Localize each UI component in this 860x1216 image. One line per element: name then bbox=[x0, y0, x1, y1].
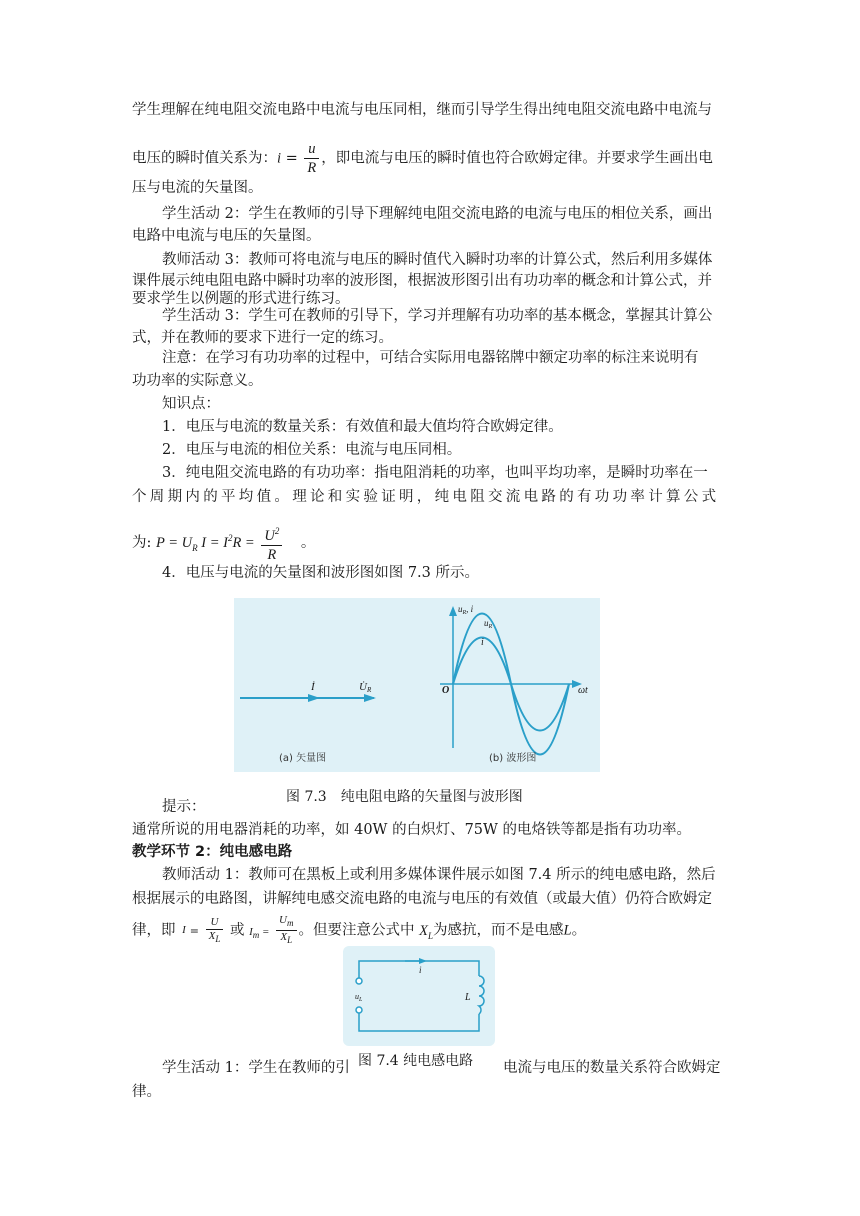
text-line: 学生理解在纯电阻交流电路中电流与电压同相，继而引导学生得出纯电阻交流电路中电流与 bbox=[132, 102, 712, 118]
figure-7-3 bbox=[234, 598, 600, 772]
text-line: 个周期内的平均值。理论和实验证明，纯电阻交流电路的有功功率计算公式 bbox=[132, 489, 720, 505]
current-arrow bbox=[419, 958, 427, 964]
voltage-vector-arrow bbox=[364, 694, 376, 702]
text-line: 根据展示的电路图，讲解纯电感交流电路的电流与电压的有效值（或最大值）仍符合欧姆定 bbox=[132, 891, 712, 907]
i-curve-label: i bbox=[481, 637, 484, 648]
text-line: 律，即 I = $\frac{U}{X_L}$ 或 $I_m$ = $\frac{U_m}{X_L}$ 。但要注意公式中 $X_L$为感抗，而不是电感L。 bbox=[132, 914, 587, 946]
text-line: 式，并在教师的要求下进行一定的练习。 bbox=[132, 330, 393, 346]
fraction-Um-over-XL: $\frac{U_m}{X_L}$ bbox=[276, 914, 296, 947]
terminal-top bbox=[356, 978, 362, 984]
figure-7-4 bbox=[343, 946, 495, 1046]
hint-text: 通常所说的用电器消耗的功率，如 40W 的白炽灯、75W 的电烙铁等都是指有功功率。 bbox=[132, 822, 692, 838]
circuit-bottom-wire bbox=[359, 1013, 479, 1031]
figure-7-3-caption: 图 7.3 纯电阻电路的矢量图与波形图 bbox=[286, 789, 523, 805]
fraction-U2-over-R: $\frac{U^2}{R}$ bbox=[261, 522, 282, 564]
vector-diagram-caption: (a) 矢量图 bbox=[279, 753, 327, 764]
omega-t-label: ωt bbox=[578, 685, 588, 696]
section-label: 知识点： bbox=[162, 396, 220, 412]
section-heading: 教学环节 2：纯电感电路 bbox=[132, 844, 293, 860]
text-line: 电流与电压的数量关系符合欧姆定 bbox=[503, 1060, 721, 1076]
figure-7-3-graphic bbox=[234, 598, 600, 772]
voltage-label: $u_L$ bbox=[355, 992, 363, 1003]
inductor-label: L bbox=[465, 992, 471, 1003]
text-line: 学生活动 2：学生在教师的引导下理解纯电阻交流电路的电流与电压的相位关系，画出 bbox=[162, 206, 713, 222]
list-item: 4．电压与电流的矢量图和波形图如图 7.3 所示。 bbox=[162, 565, 480, 581]
list-item: 2．电压与电流的相位关系：电流与电压同相。 bbox=[162, 442, 462, 458]
vector-I-label: İ bbox=[311, 681, 315, 693]
current-vector-arrow bbox=[308, 694, 320, 702]
text-line: 电压的瞬时值关系为：i = $\frac{u}{R}$ ，即电流与电压的瞬时值也符合欧姆定律。并要求学生画出电 bbox=[132, 141, 713, 176]
text-line: 学生活动 3：学生可在教师的引导下，学习并理解有功功率的基本概念，掌握其计算公 bbox=[162, 308, 713, 324]
text-line: 为: $P = U_R$ $I = I^2R$ = $\frac{U^2}{R}$ 。 bbox=[132, 522, 728, 564]
fraction-U-over-XL: I bbox=[182, 924, 186, 937]
text-line: 功功率的实际意义。 bbox=[132, 373, 263, 389]
waveform-caption: (b) 波形图 bbox=[489, 753, 537, 764]
list-item: 3．纯电阻交流电路的有功功率：指电阻消耗的功率，也叫平均功率，是瞬时功率在一 bbox=[162, 465, 708, 481]
text-line: 压与电流的矢量图。 bbox=[132, 180, 263, 196]
inductor-coil bbox=[479, 976, 484, 1014]
text-line: 教师活动 1：教师可在黑板上或利用多媒体课件展示如图 7.4 所示的纯电感电路，然后 bbox=[162, 867, 716, 883]
vector-UR-label: U̇R bbox=[359, 681, 372, 694]
inductor-circuit-graphic bbox=[343, 946, 495, 1046]
text-line: 学生活动 1：学生在教师的引 bbox=[162, 1060, 350, 1076]
list-item: 1．电压与电流的数量关系：有效值和最大值均符合欧姆定律。 bbox=[162, 419, 563, 435]
hint-title: 提示： bbox=[162, 799, 206, 815]
text-line: 课件展示纯电阻电路中瞬时功率的波形图，根据波形图引出有功功率的概念和计算公式，并 bbox=[132, 273, 712, 289]
text-line: 教师活动 3：教师可将电流与电压的瞬时值代入瞬时功率的计算公式，然后利用多媒体 bbox=[162, 252, 713, 268]
wave-y-label: $u_R$, i bbox=[458, 604, 474, 616]
text-line: 电路中电流与电压的矢量图。 bbox=[132, 228, 321, 244]
current-label: i bbox=[419, 965, 422, 975]
origin-label: O bbox=[442, 685, 450, 696]
text-line: 律。 bbox=[132, 1084, 161, 1100]
terminal-bottom bbox=[356, 1007, 362, 1013]
fraction-U-over-XL-body: $\frac{U}{X_L}$ bbox=[206, 916, 224, 946]
fraction-u-over-R: $\frac{u}{R}$ bbox=[304, 140, 319, 177]
text-line: 注意：在学习有功功率的过程中，可结合实际用电器铭牌中额定功率的标注来说明有 bbox=[162, 350, 699, 366]
uR-curve-label: $u_R$ bbox=[484, 618, 493, 630]
wave-y-axis-arrow bbox=[449, 606, 457, 616]
figure-7-4-caption: 图 7.4 纯电感电路 bbox=[358, 1053, 474, 1069]
text-line: 要求学生以例题的形式进行练习。 bbox=[132, 291, 350, 307]
